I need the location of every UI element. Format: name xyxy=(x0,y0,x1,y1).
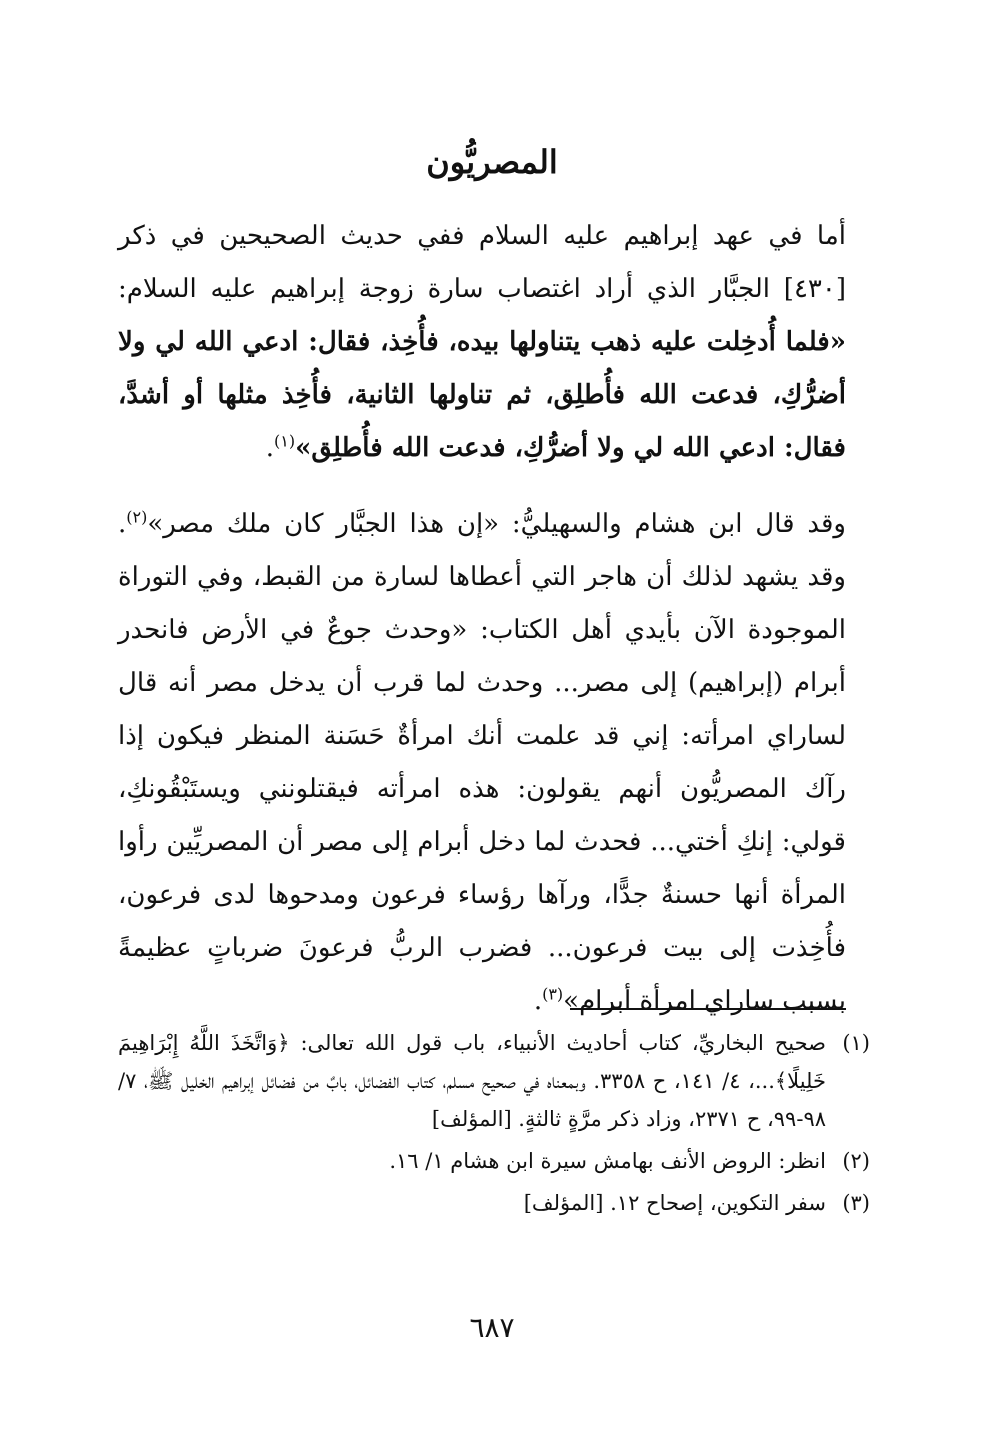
footnote-ref-2: (٢) xyxy=(126,507,148,527)
footnote-number: (١) xyxy=(842,1031,870,1055)
footnote-text: انظر: الروض الأنف بهامش سيرة ابن هشام ١/ ١٦. xyxy=(389,1149,826,1173)
footnotes xyxy=(118,1024,870,1226)
section-marker: [٤٣٠] xyxy=(783,274,846,304)
footnote-number: (٢) xyxy=(842,1149,870,1173)
footnote-ref-1: (١) xyxy=(273,431,296,451)
footnote-2 xyxy=(118,1142,870,1180)
footnote-divider xyxy=(570,1008,846,1010)
paragraph-1-text: الجبَّار الذي أراد اغتصاب سارة زوجة إبراهيم عليه السلام: xyxy=(118,274,771,304)
paragraph-1-end: . xyxy=(265,433,274,463)
footnote-text: صحيح البخاريِّ، كتاب أحاديث الأنبياء، باب قول الله تعالى: ﴿وَاتَّخَذَ اللَّهُ إِبْرَاهِيمَ خَلِيلًا﴾...، ٤/ ١٤١، ح ٣٣٥٨. وبمعناه في صحيح مسلم، كتاب الفضائل، بابٌ من فضائل إبراهيم الخليل ﷺ، ٧/ ٩٨-٩٩، ح ٢٣٧١، وزاد ذكر مرَّةٍ ثالثةٍ. [المؤلف] xyxy=(118,1031,826,1131)
paragraph-2-text: . وقد يشهد لذلك أن هاجر التي أعطاها لسارة من القبط، وفي التوراة الموجودة الآن بأيدي أهل الكتاب: «وحدث جوعٌ في الأرض فانحدر أبرام (إبراهيم) إلى مصر... وحدث لما قرب أن يدخل مصر أنه قال لساراي امرأته: إني قد علمت أنك امرأةٌ حَسَنة المنظر فيكون إذا رآك المصريُّون أنهم يقولون: هذه امرأته فيقتلونني ويستَبْقُونكِ، قولي: إنكِ أختي... فحدث لما دخل أبرام إلى مصر أن المصريِّين رأوا المرأة أنها حسنةٌ جدًّا، ورآها رؤساء فرعون ومدحوها لدى فرعون، فأُخِذت إلى بيت فرعون... فضرب الربُّ فرعونَ ضرباتٍ عظيمةً بسبب ساراي امرأة أبرام» xyxy=(118,509,846,1016)
paragraph-1 xyxy=(118,210,846,475)
hadith-quote: «فلما أُدخِلت عليه ذهب يتناولها بيده، فأُخِذ، فقال: ادعي الله لي ولا أضرُّكِ، فدعت الله فأُطلِق، ثم تناولها الثانية، فأُخِذ مثلها أو أشدَّ، فقال: ادعي الله لي ولا أضرُّكِ، فدعت الله فأُطلِق» xyxy=(118,327,846,463)
page-number: ٦٨٧ xyxy=(469,1311,515,1344)
paragraph-2-start: وقد قال ابن هشام والسهيليُّ: «إن هذا الجبَّار كان ملك مصر» xyxy=(147,509,846,539)
paragraph-2 xyxy=(118,498,846,1028)
chapter-title: المصريُّون xyxy=(426,143,558,181)
footnote-1 xyxy=(118,1024,870,1138)
paragraph-2-end: . xyxy=(533,986,543,1016)
footnote-ref-3: (٣) xyxy=(542,984,564,1004)
footnote-3 xyxy=(118,1184,870,1222)
footnote-text: سفر التكوين، إصحاح ١٢. [المؤلف] xyxy=(523,1191,826,1215)
footnote-number: (٣) xyxy=(842,1191,870,1215)
paragraph-1-intro: أما في عهد إبراهيم عليه السلام ففي حديث الصحيحين في ذكر xyxy=(118,221,846,251)
